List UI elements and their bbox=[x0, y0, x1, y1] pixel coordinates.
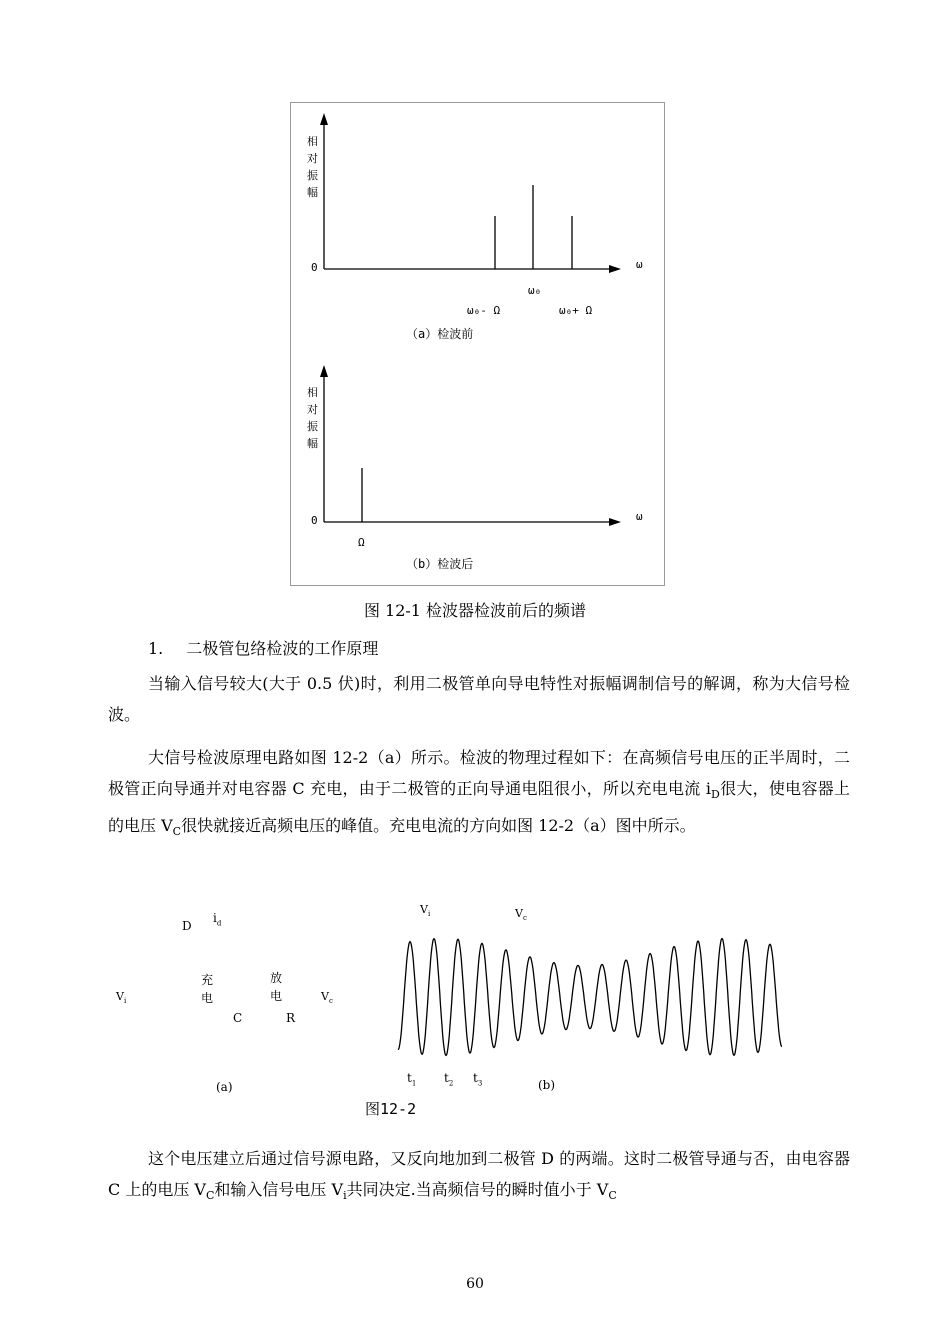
label-upper-sideband: ω₀+ Ω bbox=[559, 304, 593, 317]
page-number: 60 bbox=[466, 1276, 484, 1292]
paragraph-2: 大信号检波原理电路如图 12-2（a）所示。检波的物理过程如下：在高频信号电压的正半周时，二极管正向导通并对电容器 C 充电，由于二极管的正向导通电阻很小，所以充电电流 $i_D$很大，使电容器上的电压 $V_C$很快就接近高频电压的峰值。充电电流的方向如图 12-2（a）图中所示。 bbox=[108, 748, 850, 838]
origin-b: 0 bbox=[311, 514, 318, 527]
label-circuit-a: (a) bbox=[216, 1080, 233, 1094]
section-title: 二极管包络检波的工作原理 bbox=[186, 639, 379, 658]
arrow-x-a bbox=[609, 265, 621, 273]
spectrum-diagram bbox=[291, 103, 666, 587]
label-diode: D bbox=[182, 919, 192, 933]
figure-12-2-caption: 图12-2 bbox=[365, 1100, 417, 1118]
label-carrier: ω₀ bbox=[528, 284, 542, 297]
figure-12-2 bbox=[0, 895, 950, 1125]
label-wave-b: (b) bbox=[538, 1078, 556, 1092]
label-t2: $t_2$ bbox=[444, 1071, 454, 1088]
y-label-a: 相 对 振 幅 bbox=[307, 135, 318, 199]
waveform-curve bbox=[398, 939, 782, 1056]
label-capacitor: C bbox=[233, 1011, 243, 1025]
arrow-y-b bbox=[320, 365, 328, 377]
caption-panel-a: （a）检波前 bbox=[406, 327, 474, 341]
figure-12-1 bbox=[290, 102, 665, 586]
waveform-plot bbox=[390, 895, 790, 1095]
arrow-x-b bbox=[609, 518, 621, 526]
origin-a: 0 bbox=[311, 261, 318, 274]
label-omega: Ω bbox=[358, 536, 365, 549]
label-t3: $t_3$ bbox=[473, 1071, 483, 1088]
label-current: $i_d$ bbox=[213, 911, 222, 928]
label-vc-circuit: $V_c$ bbox=[321, 990, 333, 1006]
paragraph-1: 当输入信号较大(大于 0.5 伏)时，利用二极管单向导电特性对振幅调制信号的解调，称为大信号检波。 bbox=[108, 674, 850, 724]
label-vc-wave: $V_c$ bbox=[515, 907, 527, 923]
x-axis-label-b: ω bbox=[636, 510, 643, 523]
label-t1: $t_1$ bbox=[407, 1071, 417, 1088]
caption-panel-b: （b）检波后 bbox=[406, 557, 474, 571]
label-discharge: 放 电 bbox=[270, 971, 283, 1003]
figure-12-1-caption: 图 12-1 检波器检波前后的频谱 bbox=[363, 601, 587, 620]
label-vi-circuit: $V_i$ bbox=[116, 990, 127, 1006]
x-axis-label-a: ω bbox=[636, 258, 643, 271]
section-heading bbox=[148, 636, 378, 659]
label-vi-wave: $V_i$ bbox=[420, 903, 431, 919]
y-label-b: 相 对 振 幅 bbox=[307, 386, 318, 450]
label-resistor: R bbox=[286, 1011, 296, 1025]
arrow-y-a bbox=[320, 113, 328, 125]
section-number: 1. bbox=[148, 639, 164, 658]
label-lower-sideband: ω₀- Ω bbox=[467, 304, 501, 317]
paragraph-3: 这个电压建立后通过信号源电路，又反向地加到二极管 D 的两端。这时二极管导通与否，由电容器 C 上的电压 $V_C$和输入信号电压 $V_i$共同决定.当高频信号的瞬时值小于 $V_C$ bbox=[108, 1149, 850, 1202]
label-charge: 充 电 bbox=[201, 973, 214, 1005]
